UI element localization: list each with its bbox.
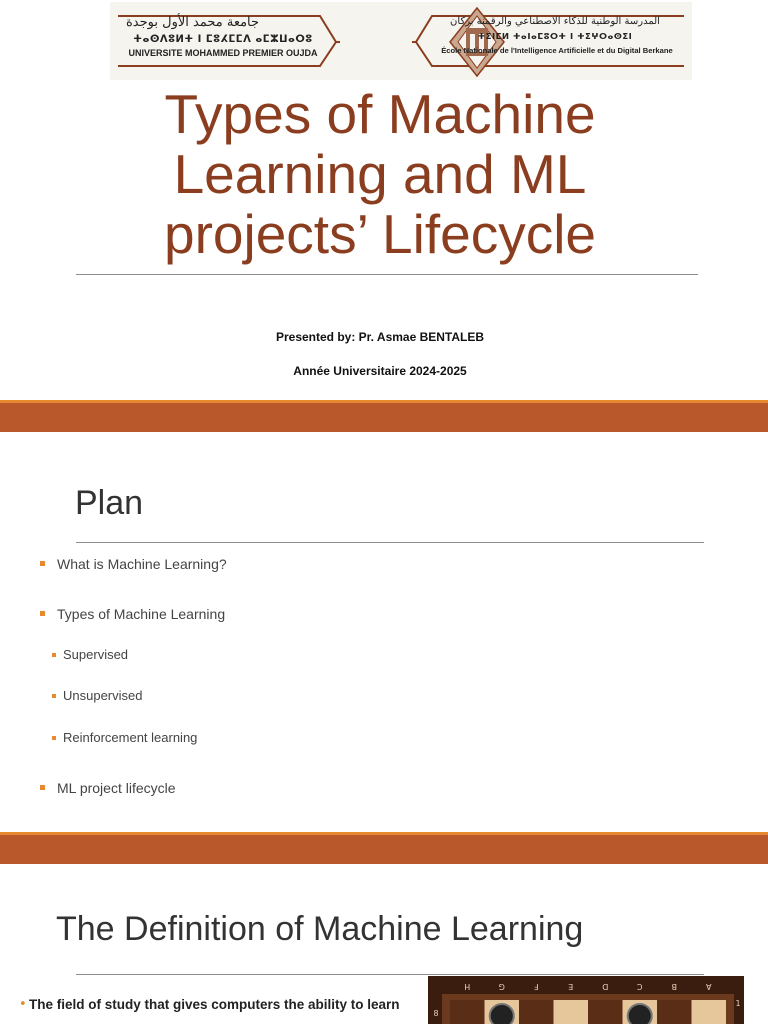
board-square [657,1000,692,1024]
board-file-label: H [464,982,471,991]
plan-subitem: Supervised [63,647,129,662]
board-rank-label: 1 [735,999,741,1008]
definition-title: The Definition of Machine Learning [56,910,584,948]
board-file-label: D [602,982,609,991]
bullet-marker [52,694,56,698]
bullet-marker: • [19,997,27,1012]
plan-subitem: Reinforcement learning [63,730,198,745]
board-square [554,1000,589,1024]
bullet-marker [40,611,45,616]
academic-year: Année Universitaire 2024-2025 [293,364,467,378]
university-name-tifinagh: ⵜⴰⵙⴷⵓⵍⵜ ⵏ ⵎⵓⵃⵎⵎⴷ ⴰⵎⵣⵡⴰⵔⵓ [133,34,313,45]
board-file-label: A [706,982,712,991]
definition-bullet-text: The field of study that gives computers the ability to learn [29,997,400,1012]
plan-item: ML project lifecycle [57,780,176,796]
checker-piece [628,1004,652,1024]
university-name-arabic: جامعة محمد الأول بوجدة [126,15,260,30]
board-file-label: B [671,982,677,991]
board-file-label: E [568,982,574,991]
checkers-board-image [428,976,744,1024]
bullet-marker [52,736,56,740]
title-line: Types of Machine [164,83,596,145]
board-file-label: F [533,982,539,991]
title-line: projects’ Lifecycle [163,203,597,265]
board-square [692,1000,727,1024]
board-square [519,1000,554,1024]
bullet-marker [40,561,45,566]
board-file-label: C [636,982,643,991]
checker-piece [490,1004,514,1024]
board-rank-label: 8 [433,1009,439,1018]
plan-item: Types of Machine Learning [57,606,226,622]
plan-list [0,432,768,832]
presenter-line: Presented by: Pr. Asmae BENTALEB [275,330,485,344]
title-slide [0,0,768,400]
slide-separator [0,400,768,432]
school-name-tifinagh: ⵜⵉⵏⵎⵍ ⵜⴰⵏⴰⵎⵓⵔⵜ ⵏ ⵜⵉⵖⵔⴰⵙⵉⵏ [477,32,633,42]
plan-title: Plan [75,484,144,522]
definition-divider [76,974,704,975]
title-divider [76,274,698,275]
bullet-marker [40,785,45,790]
board-square [450,1000,485,1024]
bullet-marker [52,653,56,657]
checkers-board [428,976,744,1024]
plan-subitem: Unsupervised [63,688,143,703]
title-line: Learning and ML [173,143,587,205]
definition-slide [0,864,768,1024]
board-file-label: G [498,982,505,991]
board-square [588,1000,623,1024]
slide-separator [0,832,768,864]
presentation-title [60,84,700,264]
plan-slide [0,432,768,832]
university-name-french: UNIVERSITE MOHAMMED PREMIER OUJDA [128,48,318,58]
school-name-french: École Nationale de l'Intelligence Artificielle et du Digital Berkane [441,46,673,55]
plan-item: What is Machine Learning? [57,556,227,572]
school-name-arabic: المدرسة الوطنية للذكاء الاصطناعي والرقمنة بركان [450,16,660,27]
